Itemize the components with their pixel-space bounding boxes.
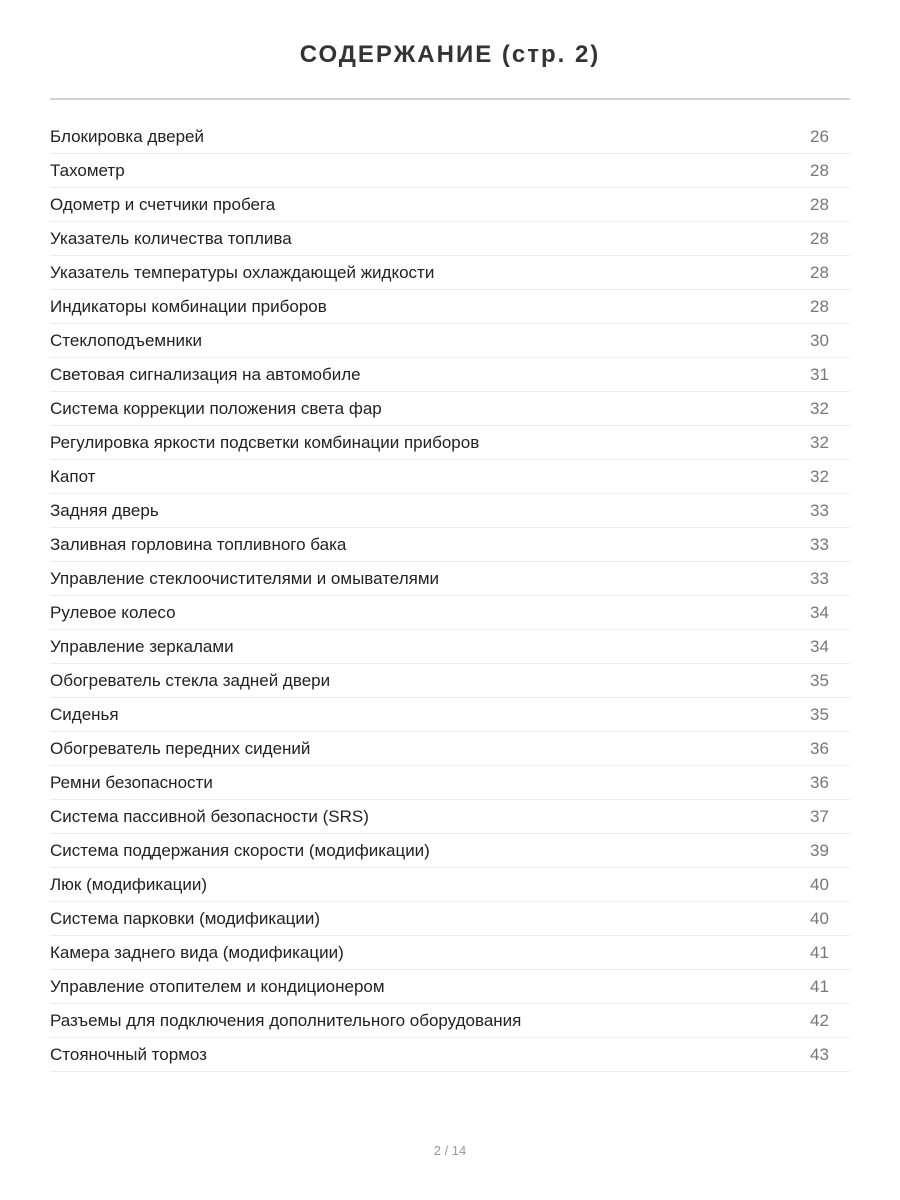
toc-entry[interactable] (50, 902, 850, 936)
toc-entry-title: Управление отопителем и кондиционером (50, 976, 385, 996)
toc-entry-title: Управление зеркалами (50, 636, 234, 656)
toc-entry-page-number: 34 (810, 602, 829, 622)
toc-entry-title: Люк (модификации) (50, 874, 208, 894)
toc-entry[interactable] (50, 222, 850, 256)
toc-entry-page-number: 39 (810, 840, 829, 860)
toc-entry-page-number: 33 (810, 534, 829, 554)
toc-entry[interactable] (50, 290, 850, 324)
toc-entry-title: Сиденья (50, 704, 119, 724)
toc-entry[interactable] (50, 766, 850, 800)
toc-entry-page-number: 26 (810, 126, 829, 146)
toc-entry-page-number: 32 (810, 466, 829, 486)
page-title: СОДЕРЖАНИЕ (стр. 2) (299, 41, 601, 68)
toc-entry-page-number: 43 (810, 1044, 829, 1064)
toc-entry-title: Обогреватель передних сидений (50, 738, 311, 758)
toc-entry-page-number: 30 (810, 330, 829, 350)
page-number: 2 / 14 (433, 1143, 467, 1158)
toc-entry[interactable] (50, 324, 850, 358)
toc-entry-page-number: 37 (810, 806, 829, 826)
toc-entry-title: Регулировка яркости подсветки комбинации приборов (50, 432, 480, 452)
toc-entry[interactable] (50, 936, 850, 970)
toc-entry-title: Блокировка дверей (50, 126, 205, 146)
toc-entry-title: Индикаторы комбинации приборов (50, 296, 327, 316)
toc-entry-page-number: 36 (810, 738, 829, 758)
toc-entry[interactable] (50, 630, 850, 664)
toc-entry-title: Система коррекции положения света фар (50, 398, 382, 418)
toc-entry-page-number: 40 (810, 874, 829, 894)
toc-entry-page-number: 28 (810, 194, 829, 214)
toc-entry[interactable] (50, 188, 850, 222)
toc-entry-title: Указатель температуры охлаждающей жидкости (50, 262, 435, 282)
toc-entry[interactable] (50, 562, 850, 596)
toc-entry[interactable] (50, 1004, 850, 1038)
toc-entry-page-number: 36 (810, 772, 829, 792)
toc-entry-page-number: 35 (810, 670, 829, 690)
toc-entry-title: Световая сигнализация на автомобиле (50, 364, 361, 384)
toc-entry[interactable] (50, 834, 850, 868)
toc-entry-page-number: 34 (810, 636, 829, 656)
toc-entry-title: Управление стеклоочистителями и омывателями (50, 568, 439, 588)
toc-entry[interactable] (50, 664, 850, 698)
toc-entry-title: Стеклоподъемники (50, 330, 202, 350)
toc-entry-page-number: 28 (810, 160, 829, 180)
toc-entry[interactable] (50, 596, 850, 630)
toc-entry-title: Камера заднего вида (модификации) (50, 942, 344, 962)
toc-entry[interactable] (50, 358, 850, 392)
toc-entry[interactable] (50, 120, 850, 154)
toc-entry-page-number: 33 (810, 500, 829, 520)
toc-entry[interactable] (50, 800, 850, 834)
toc-entry[interactable] (50, 970, 850, 1004)
toc-entry[interactable] (50, 154, 850, 188)
toc-entry-page-number: 28 (810, 262, 829, 282)
toc-entry[interactable] (50, 528, 850, 562)
toc-entry-title: Стояночный тормоз (50, 1044, 207, 1064)
toc-entry-page-number: 33 (810, 568, 829, 588)
toc-entry[interactable] (50, 698, 850, 732)
toc-entry[interactable] (50, 426, 850, 460)
toc-entry-title: Система поддержания скорости (модификации) (50, 840, 430, 860)
toc-entry-page-number: 32 (810, 432, 829, 452)
toc-entry-title: Капот (50, 466, 96, 486)
toc-entry-page-number: 40 (810, 908, 829, 928)
toc-entry[interactable] (50, 460, 850, 494)
table-of-contents (50, 120, 850, 1072)
toc-entry-page-number: 32 (810, 398, 829, 418)
toc-entry-title: Разъемы для подключения дополнительного оборудования (50, 1010, 522, 1030)
toc-entry-title: Заливная горловина топливного бака (50, 534, 347, 554)
title-divider (50, 98, 850, 100)
toc-entry-title: Ремни безопасности (50, 772, 213, 792)
toc-entry-page-number: 28 (810, 228, 829, 248)
toc-entry-title: Система парковки (модификации) (50, 908, 321, 928)
toc-entry[interactable] (50, 1038, 850, 1072)
toc-entry[interactable] (50, 494, 850, 528)
toc-entry-title: Система пассивной безопасности (SRS) (50, 806, 369, 826)
toc-entry-page-number: 31 (810, 364, 829, 384)
toc-entry-title: Задняя дверь (50, 500, 159, 520)
toc-entry-title: Обогреватель стекла задней двери (50, 670, 331, 690)
toc-entry-title: Указатель количества топлива (50, 228, 292, 248)
toc-entry[interactable] (50, 868, 850, 902)
toc-entry-page-number: 28 (810, 296, 829, 316)
toc-entry-page-number: 41 (810, 976, 829, 996)
toc-entry[interactable] (50, 392, 850, 426)
toc-entry-title: Тахометр (50, 160, 125, 180)
toc-entry[interactable] (50, 256, 850, 290)
toc-entry-page-number: 35 (810, 704, 829, 724)
toc-entry-page-number: 41 (810, 942, 829, 962)
toc-entry-page-number: 42 (810, 1010, 829, 1030)
toc-entry-title: Рулевое колесо (50, 602, 176, 622)
toc-entry[interactable] (50, 732, 850, 766)
toc-entry-title: Одометр и счетчики пробега (50, 194, 276, 214)
